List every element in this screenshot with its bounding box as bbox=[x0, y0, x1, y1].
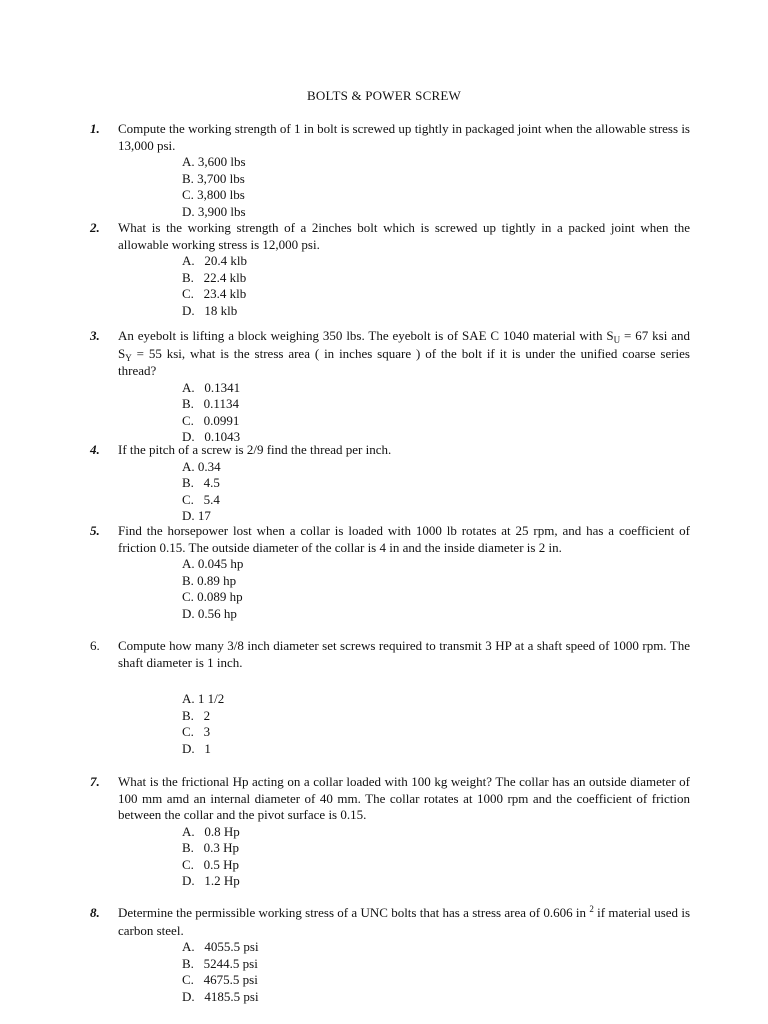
option-a: A. 0.8 Hp bbox=[182, 823, 240, 839]
option-c: C. 0.0991 bbox=[182, 412, 240, 428]
options-list bbox=[182, 459, 690, 525]
option-d: D. 17 bbox=[182, 508, 211, 523]
document-title: BOLTS & POWER SCREW bbox=[307, 88, 461, 103]
text-part: if material used is carbon steel. bbox=[118, 905, 690, 938]
text-part: Determine the permissible working stress of a UNC bolts that has a stress area of 0.606 in bbox=[118, 905, 590, 920]
question-2 bbox=[90, 220, 690, 319]
option-b: B. 22.4 klb bbox=[182, 269, 247, 285]
option-b: B. 2 bbox=[182, 707, 211, 723]
question-text bbox=[118, 328, 690, 380]
question-number: 3. bbox=[90, 328, 100, 343]
question-text: Compute the working strength of 1 in bolt is screwed up tightly in packaged joint when the allowable stress is 13,000 psi. bbox=[118, 121, 690, 153]
option-c: C. 3,800 lbs bbox=[182, 187, 245, 202]
question-5 bbox=[90, 523, 690, 622]
question-number: 6. bbox=[90, 638, 100, 653]
options-list bbox=[182, 939, 690, 1005]
option-a: A. 4055.5 psi bbox=[182, 939, 259, 954]
option-d: D. 4185.5 psi bbox=[182, 988, 259, 1004]
question-3 bbox=[90, 328, 690, 446]
question-number: 8. bbox=[90, 905, 100, 920]
option-a: A. 1 1/2 bbox=[182, 691, 225, 706]
text-part: = 67 ksi and S bbox=[118, 328, 690, 361]
options-list bbox=[182, 380, 690, 446]
question-text: What is the working strength of a 2inches bolt which is screwed up tightly in a packed joint when the allowable working stress is 12,000 psi. bbox=[118, 220, 690, 252]
option-d: D. 0.1043 bbox=[182, 429, 241, 444]
option-c: C. 0.5 Hp bbox=[182, 856, 240, 872]
question-text: Compute how many 3/8 inch diameter set screws required to transmit 3 HP at a shaft speed of 1000 rpm. The shaft diameter is 1 inch. bbox=[118, 638, 690, 670]
option-b: B. 0.3 Hp bbox=[182, 840, 240, 855]
question-4 bbox=[90, 442, 690, 525]
option-d: D. 0.56 hp bbox=[182, 605, 237, 621]
option-a: A. 3,600 lbs bbox=[182, 154, 246, 169]
options-list bbox=[182, 824, 690, 890]
subscript: Y bbox=[125, 352, 132, 363]
text-part: = 55 ksi, what is the stress area ( in inches square ) of the bolt if it is under the unified coarse series thread? bbox=[118, 345, 690, 378]
question-text: Find the horsepower lost when a collar is loaded with 1000 lb rotates at 25 rpm, and has a coefficient of friction 0.15. The outside diameter of the collar is 4 in and the inside diameter is 2 in. bbox=[118, 523, 690, 555]
option-b: B. 5244.5 psi bbox=[182, 955, 258, 971]
option-b: B. 0.1134 bbox=[182, 396, 239, 411]
options-list bbox=[182, 253, 690, 319]
question-number: 1. bbox=[90, 121, 100, 136]
option-a: A. 0.045 hp bbox=[182, 556, 244, 571]
option-a: A. 0.34 bbox=[182, 458, 221, 474]
option-d: D. 18 klb bbox=[182, 302, 238, 318]
option-c: C. 3 bbox=[182, 724, 211, 739]
question-1 bbox=[90, 121, 690, 220]
question-8 bbox=[90, 905, 690, 1005]
question-number: 2. bbox=[90, 220, 100, 235]
question-7 bbox=[90, 774, 690, 890]
question-number: 4. bbox=[90, 442, 100, 457]
options-list bbox=[182, 556, 690, 622]
option-b: B. 4.5 bbox=[182, 475, 220, 490]
options-list bbox=[182, 154, 690, 220]
question-6 bbox=[90, 638, 690, 757]
question-number: 5. bbox=[90, 523, 100, 538]
option-c: C. 5.4 bbox=[182, 491, 220, 507]
superscript: 2 bbox=[589, 904, 594, 914]
option-a: A. 0.1341 bbox=[182, 379, 241, 395]
option-b: B. 0.89 hp bbox=[182, 572, 237, 588]
question-number: 7. bbox=[90, 774, 100, 789]
option-d: D. 1 bbox=[182, 740, 211, 756]
option-a: A. 20.4 klb bbox=[182, 253, 247, 268]
option-d: D. 1.2 Hp bbox=[182, 873, 240, 888]
question-text bbox=[118, 905, 690, 939]
question-text: If the pitch of a screw is 2/9 find the thread per inch. bbox=[118, 442, 392, 457]
option-b: B. 3,700 lbs bbox=[182, 170, 245, 186]
option-c: C. 4675.5 psi bbox=[182, 972, 258, 987]
subscript: U bbox=[613, 335, 621, 345]
options-list bbox=[182, 691, 690, 757]
text-part: An eyebolt is lifting a block weighing 350 lbs. The eyebolt is of SAE C 1040 material with S bbox=[118, 328, 614, 343]
option-d: D. 3,900 lbs bbox=[182, 203, 246, 219]
question-text: What is the frictional Hp acting on a collar loaded with 100 kg weight? The collar has an outside diameter of 100 mm amd an internal diameter of 40 mm. The collar rotates at 1000 rpm and the coefficient of friction between the collar and the pivot surface is 0.15. bbox=[118, 774, 690, 822]
option-c: C. 0.089 hp bbox=[182, 589, 243, 604]
option-c: C. 23.4 klb bbox=[182, 286, 247, 301]
